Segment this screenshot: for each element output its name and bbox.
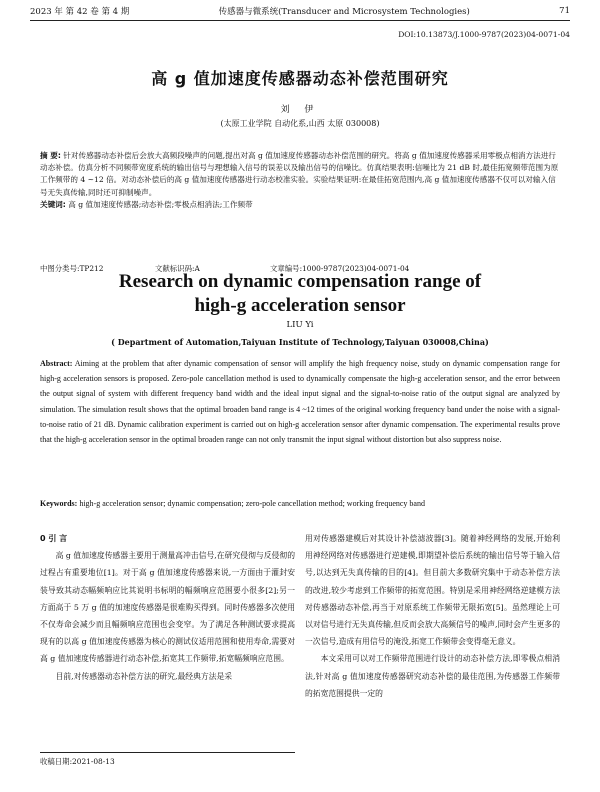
abstract-cn-label: 摘 要: [40, 151, 61, 160]
footnote-rule [40, 752, 295, 753]
abstract-cn-text: 针对传感器动态补偿后会放大高频段噪声的问题,提出对高 g 值加速度传感器动态补偿范围的研究。将高 g 值加速度传感器采用零极点相消方法进行动态补偿。仿真分析不同频带宽度系统的输出信号与理想输入信号的误差以及输出信号的信噪比。仿真结果表明:信噪比为 21 dB 时,最佳拓宽频带范围为原工作频带的 4 ~12 倍。对动态补偿后的高 g 值加速度传感器进行动态校准实验。实验结果证明:在最佳拓宽范围内,高 g 值加速度传感器不仅可以对输入信号无失真传输,同时还可抑制噪声。 [40, 151, 559, 197]
author-chinese: 刘 伊 [280, 105, 320, 115]
abstract-en-text: Aiming at the problem that after dynamic compensation of sensor will amplify the high frequency noise, study on dynamic compensation range for high-g acceleration sensors is proposed. Zero-pole cancellation method is used to dynamically compensate the high-g acceleration sensor, and the error between the output signal of system with different frequency band width and the ideal input signal and the signal-to-noise ratio of the output signal are analyzed by simulation. The simulation result shows that the optimal broaden band range is 4 ~12 times of the original working frequency band under the noise with a signal-to-noise ratio of 21 dB. Dynamic calibration experiment is carried out on high-g acceleration sensor after dynamic compensation. The experimental results prove that the high-g acceleration sensor in the optimal broaden range can not only transmit the input signal without distortion but also suppress noise. [40, 359, 560, 445]
intro-paragraph-3: 本文采用可以对工作频带范围进行设计的动态补偿方法,即零极点相消法,针对高 g 值加速度传感器研究动态补偿的最佳范围,为传感器工作频带的拓宽范围提供一定的 [305, 654, 560, 698]
abstract-en-label: Abstract: [40, 359, 73, 368]
section-heading: 0 引 言 [40, 534, 68, 543]
title-chinese: 高 g 值加速度传感器动态补偿范围研究 [151, 69, 449, 88]
header-page-number: 71 [559, 6, 570, 16]
keywords-en-text: high-g acceleration sensor; dynamic compensation; zero-pole cancellation method; working frequency band [79, 499, 425, 508]
keywords-cn-label: 关键词: [40, 199, 66, 209]
header-rule [30, 20, 570, 21]
abstract-chinese [40, 150, 560, 211]
doi: DOI:10.13873/J.1000-9787(2023)04-0071-04 [398, 30, 570, 39]
author-english: LIU Yi [286, 320, 314, 330]
intro-paragraph-2: 目前,对传感器动态补偿方法的研究,最经典方法是采 [55, 671, 233, 681]
intro-paragraph-continued: 用对传感器建模后对其设计补偿滤波器[3]。随着神经网络的发展,开始利用神经网络对传感器进行逆建模,即期望补偿后系统的输出信号等于输入信号,以达到无失真传输的目的[4]。但目前大多数研究集中于动态补偿方法的改进,较少考虑到工作频带的拓宽范围。特别是采用神经网络逆建模方法对传感器动态补偿,再当于对原系统工作频带无限拓宽[5]。虽然理论上可以对信号进行无失真传输,但反而会放大高频信号的噪声,同时会产生更多的一次信号,造成有用信号的淹没,拓宽工作频带会变得毫无意义。 [305, 534, 560, 647]
running-header [30, 4, 570, 18]
clc-number: 中图分类号:TP212 [40, 264, 104, 273]
title-english [0, 270, 600, 316]
title-en-line1: Research on dynamic compensation range of [118, 271, 482, 292]
affiliation-chinese: (太原工业学院 自动化系,山西 太原 030008) [220, 119, 380, 128]
abstract-english [40, 356, 560, 447]
document-code: 文献标识码:A [155, 264, 200, 273]
title-en-line2: high-g acceleration sensor [194, 295, 406, 316]
body-column-left [40, 530, 295, 685]
received-date: 收稿日期:2021-08-13 [40, 757, 115, 766]
header-issue: 2023 年 第 42 卷 第 4 期 [30, 7, 130, 17]
intro-paragraph-1: 高 g 值加速度传感器主要用于测量高冲击信号,在研究侵彻与反侵彻的过程占有重要地位[1]。对于高 g 值加速度传感器来说,一方面由于灌封安装导致其动态幅频响应比其说明书标明的幅频响应范围要小很多[2];另一方面高于 5 万 g 值的加速度传感器是很难购买得到。同时传感器多次使用不仅寿命会减少而且幅频响应范围也会变窄。为了满足各种测试要求提高现有的以高 g 值加速度传感器为核心的测试仪适用范围和使用寿命,需要对高 g 值加速度传感器进行动态补偿,拓宽其工作频带,拓宽幅频响应范围。 [40, 551, 295, 664]
body-column-right [305, 530, 560, 702]
affiliation-english: ( Department of Automation,Taiyuan Institute of Technology,Taiyuan 030008,China) [111, 337, 489, 347]
article-number: 文章编号:1000-9787(2023)04-0071-04 [270, 264, 410, 273]
keywords-english [40, 496, 560, 511]
keywords-en-label: Keywords: [40, 499, 78, 508]
keywords-cn-text: 高 g 值加速度传感器;动态补偿;零极点相消法;工作频带 [68, 199, 253, 209]
header-journal: 传感器与微系统(Transducer and Microsystem Technologies) [218, 7, 470, 17]
